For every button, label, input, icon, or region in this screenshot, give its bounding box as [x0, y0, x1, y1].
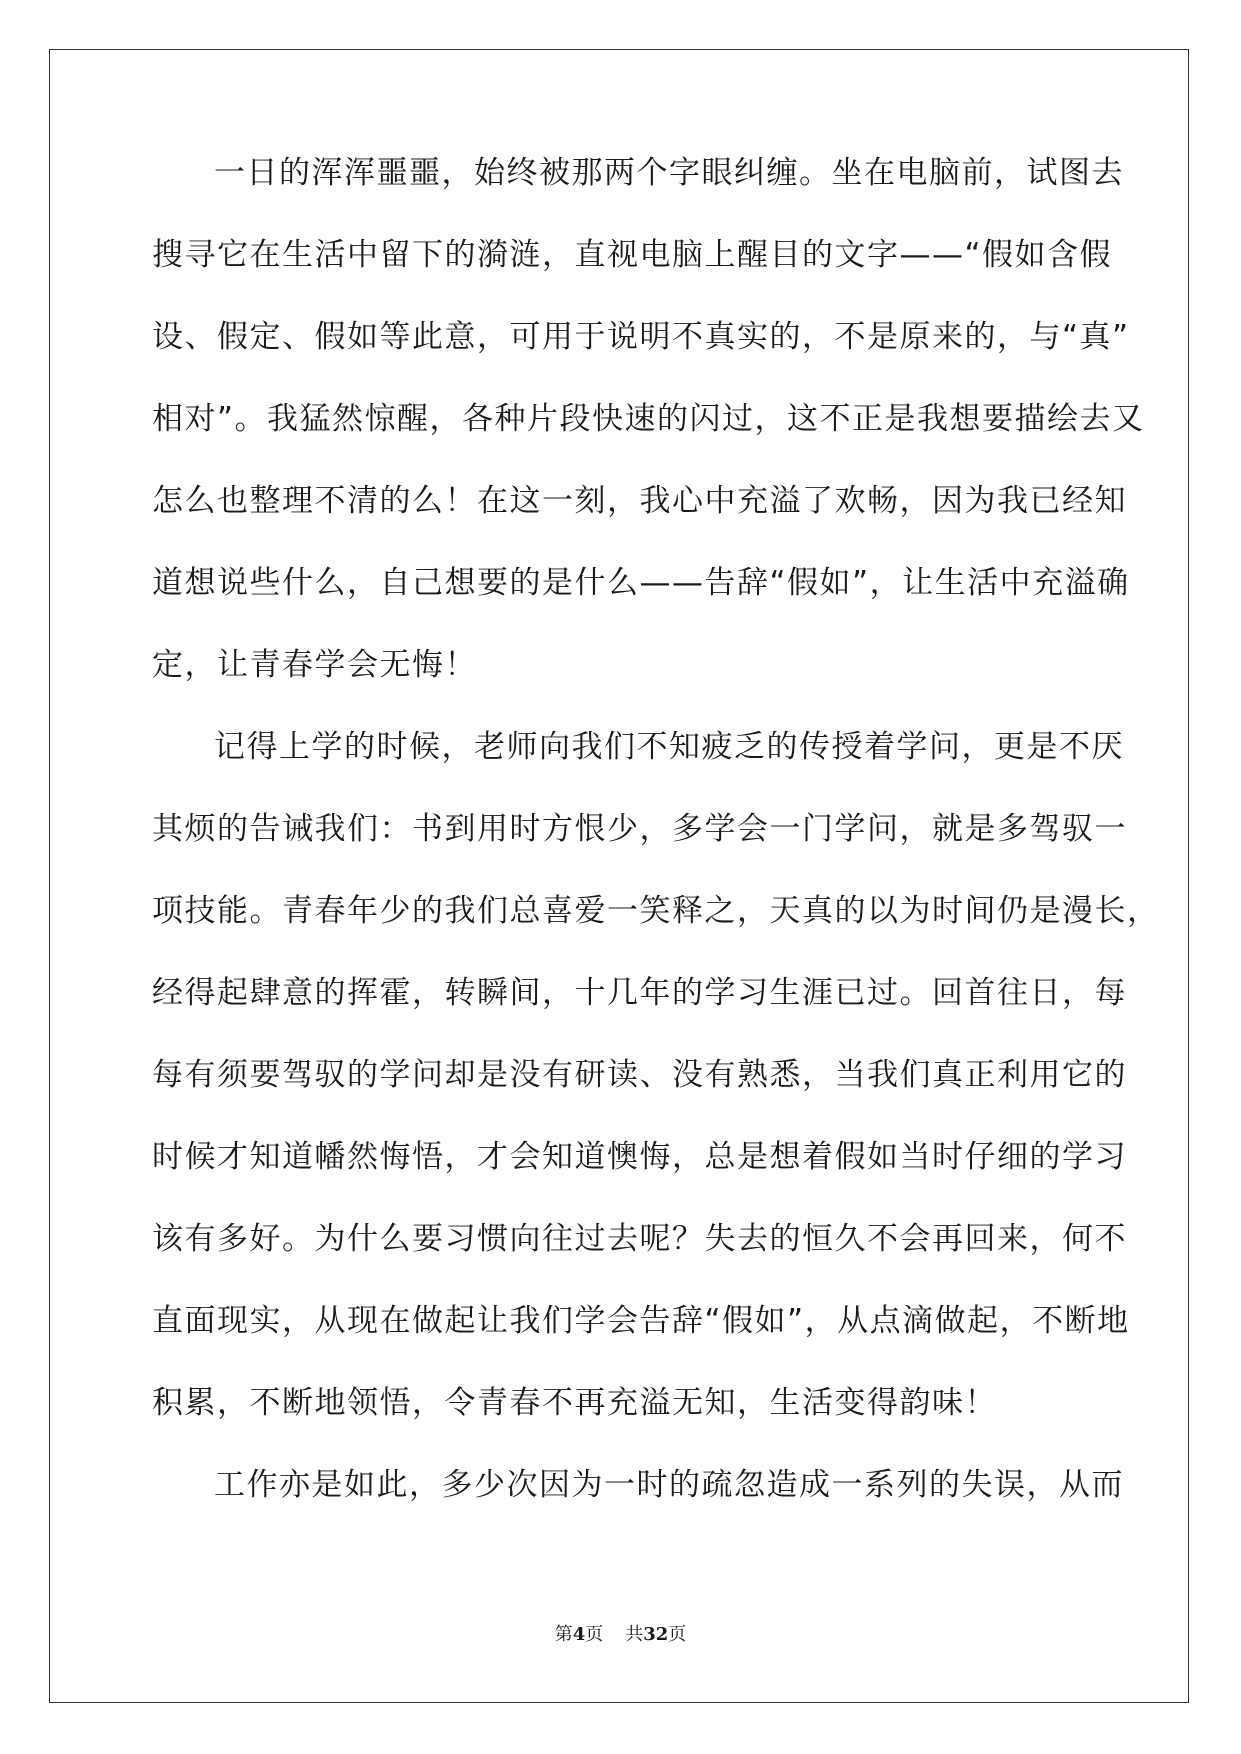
- text-line: 该有多好。为什么要习惯向往过去呢？失去的恒久不会再回来，何不: [152, 1221, 1127, 1257]
- text-line: 设、假定、假如等此意，可用于说明不真实的，不是原来的，与“真”: [152, 319, 1130, 355]
- text-line: 工作亦是如此，多少次因为一时的疏忽造成一系列的失误，从而: [214, 1467, 1124, 1503]
- text-line: 每有须要驾驭的学问却是没有研读、没有熟悉，当我们真正利用它的: [152, 1057, 1127, 1093]
- text-line: 记得上学的时候，老师向我们不知疲乏的传授着学问，更是不厌: [214, 729, 1124, 765]
- text-line: 怎么也整理不清的么！在这一刻，我心中充溢了欢畅，因为我已经知: [152, 483, 1127, 519]
- text-line: 一日的浑浑噩噩，始终被那两个字眼纠缠。坐在电脑前，试图去: [214, 155, 1124, 191]
- text-line: 道想说些什么，自己想要的是什么——告辞“假如”，让生活中充溢确: [152, 565, 1130, 601]
- text-line: 经得起肆意的挥霍，转瞬间，十几年的学习生涯已过。回首往日，每: [152, 975, 1127, 1011]
- text-line: 时候才知道幡然悔悟，才会知道懊悔，总是想着假如当时仔细的学习: [152, 1139, 1127, 1175]
- text-line: 项技能。青春年少的我们总喜爱一笑释之，天真的以为时间仍是漫长，: [152, 893, 1160, 929]
- total-suffix: 页: [668, 1624, 687, 1645]
- text-line: 直面现实，从现在做起让我们学会告辞“假如”，从点滴做起，不断地: [152, 1303, 1130, 1339]
- text-line: 积累，不断地领悟，令青春不再充溢无知，生活变得韵味！: [152, 1385, 997, 1421]
- page-number: 4: [572, 1624, 586, 1645]
- text-line: 定，让青春学会无悔！: [152, 647, 477, 683]
- document-body: [152, 153, 1160, 1547]
- paragraph-3: [152, 1465, 1124, 1547]
- text-line: 搜寻它在生活中留下的漪涟，直视电脑上醒目的文字——“假如含假: [152, 237, 1113, 273]
- total-pages: 32: [643, 1624, 669, 1645]
- page-prefix: 第: [554, 1624, 573, 1645]
- paragraph-1: [152, 153, 1145, 727]
- total-prefix: 共: [625, 1624, 644, 1645]
- page-footer: [0, 1620, 1241, 1646]
- text-line: 相对”。我猛然惊醒，各种片段快速的闪过，这不正是我想要描绘去又: [152, 401, 1145, 437]
- text-line: 其烦的告诫我们：书到用时方恨少，多学会一门学问，就是多驾驭一: [152, 811, 1127, 847]
- paragraph-2: [152, 727, 1160, 1465]
- page-suffix: 页: [585, 1624, 604, 1645]
